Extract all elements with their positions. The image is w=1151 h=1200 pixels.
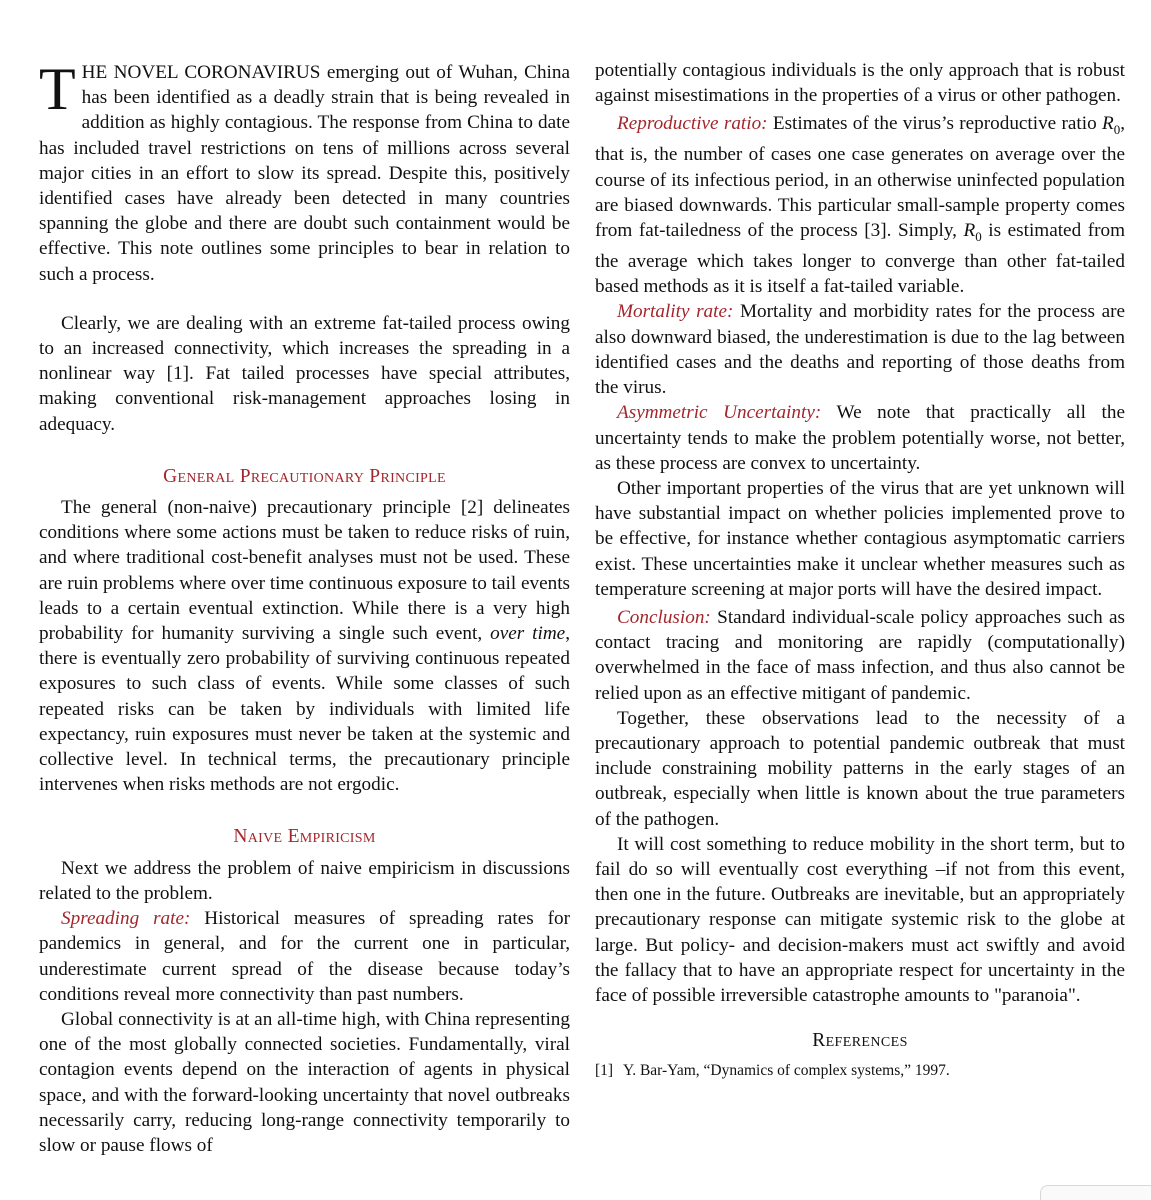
reproductive-ratio-text-b: , that is, the number of cases one case generates on average over the course of its infectious period, in an otherwise uninfected population are biased downwards. This particular small-sample property comes from fat-tailedness of the process [3]. Simply, — [595, 113, 1125, 242]
reference-item — [595, 1061, 1125, 1081]
spreading-rate-text: Historical measures of spreading rates for pandemics in general, and for the current one in particular, underestimate current spread of the disease because today’s conditions reveal more connectivity than past numbers. — [39, 908, 570, 1005]
asymmetric-uncertainty-label: Asymmetric Uncertainty: — [617, 402, 822, 424]
asymmetric-uncertainty-text: We note that practically all the uncertainty tends to make the problem potentially worse, not better, as these process are convex to uncertainty. — [595, 402, 1125, 474]
naive-intro-paragraph: Next we address the problem of naive empiricism in discussions related to the problem. — [39, 857, 570, 904]
reference-text: Y. Bar-Yam, “Dynamics of complex systems,” 1997. — [623, 1062, 950, 1080]
over-time-emphasis: over time — [490, 623, 566, 645]
section-heading-precautionary: General Precautionary Principle — [163, 465, 446, 487]
precautionary-paragraph — [39, 495, 570, 797]
mortality-rate-label: Mortality rate: — [617, 301, 734, 323]
global-connectivity-paragraph: Global connectivity is at an all-time high, with China representing one of the most globally connected societies. Fundamentally, viral contagion events depend on the interaction of agents in physical space, and with the forward-looking uncertainty that novel outbreaks necessarily carry, reducing long-range connectivity temporarily to slow or pause flows of — [39, 1008, 570, 1156]
intro-text: emerging out of Wuhan, China has been identified as a deadly strain that is being revealed in addition as highly contagious. The response from China to date has included travel restrictions on tens of millions across several major cities in an effort to slow its spread. Despite this, positively identified cases have already been detected in many countries spanning the globe and there are doubt such containment would be effective. This note outlines some principles to bear in relation to such a process. — [39, 62, 570, 285]
conclusion-paragraph — [595, 605, 1125, 706]
together-paragraph: Together, these observations lead to the necessity of a precautionary approach to potential pandemic outbreak that must include constraining mobility patterns in the early stages of an outbreak, especially when little is known about the true parameters of the pathogen. — [595, 707, 1125, 830]
reproductive-ratio-paragraph — [595, 111, 1125, 299]
continuation-paragraph: potentially contagious individuals is the only approach that is robust against misestimations in the properties of a virus or other pathogen. — [595, 60, 1125, 107]
r0-symbol-2: $R_0$ — [963, 220, 982, 244]
mortality-rate-text: Mortality and morbidity rates for the process are also downward biased, the underestimation is due to the lag between identified cases and the deaths and reporting of those deaths from the virus. — [595, 301, 1125, 399]
fat-tail-paragraph: Clearly, we are dealing with an extreme fat-tailed process owing to an increased connectivity, which increases the spreading in a nonlinear way [1]. Fat tailed processes have special attributes, making conventional risk-management approaches losing in adequacy. — [39, 312, 570, 435]
mortality-rate-paragraph — [595, 299, 1125, 400]
reproductive-ratio-text-a: Estimates of the virus’s reproductive ratio — [767, 113, 1102, 135]
reproductive-ratio-label: Reproductive ratio: — [617, 113, 768, 135]
drop-cap: T — [39, 56, 76, 122]
precautionary-text-a: The general (non-naive) precautionary principle [2] delineates conditions where some actions must be taken to reduce risks of ruin, and where traditional cost-benefit analyses must not be used. These are ruin problems where over time continuous exposure to tail events leads to a certain eventual extinction. While there is a very high probability for humanity surviving a single such event, — [39, 497, 570, 645]
intro-caps: HE NOVEL CORONAVIRUS — [81, 62, 321, 83]
left-column — [39, 58, 570, 1158]
reference-number: [1] — [595, 1062, 614, 1080]
other-properties-paragraph: Other important properties of the virus that are yet unknown will have substantial impact on whether policies implemented prove to be effective, for instance whether contagious asymptomatic carriers exist. These uncertainties make it unclear whether measures such as temperature screening at major ports will have the desired impact. — [595, 477, 1125, 600]
precautionary-text-b: , there is eventually zero probability of surviving continuous repeated exposures to such class of events. While some classes of such repeated risks can be taken by individuals with limited life expectancy, ruin exposures must never be taken at the systemic and collective level. In technical terms, the precautionary principle intervenes when risks methods are not ergodic. — [39, 623, 570, 796]
intro-paragraph — [39, 56, 570, 287]
section-heading-naive-empiricism: Naive Empiricism — [233, 826, 376, 848]
r0-symbol: $R_0$ — [1101, 113, 1121, 138]
conclusion-label: Conclusion: — [617, 606, 711, 628]
cost-paragraph: It will cost something to reduce mobility in the short term, but to fail do so will eventually cost everything –if not from this event, then one in the future. Outbreaks are inevitable, but an appropriately precautionary response can mitigate systemic risk to the globe at large. But policy- and decision-makers must act swiftly and avoid the fallacy that to have an appropriate respect for uncertainty in the face of possible irreversible catastrophe amounts to "paranoia". — [595, 833, 1125, 1006]
corner-overlay — [1040, 1185, 1151, 1200]
conclusion-text: Standard individual-scale policy approaches such as contact tracing and monitoring are rapidly (computationally) overwhelmed in the face of mass infection, and thus also cannot be relied upon as an effective mitigant of pandemic. — [595, 606, 1125, 704]
references-heading: References — [812, 1030, 908, 1052]
spreading-rate-label: Spreading rate: — [61, 908, 191, 930]
reproductive-ratio-text-c: is estimated from the average which takes longer to converge than other fat-tailed based methods as it is itself a fat-tailed variable. — [595, 220, 1125, 298]
asymmetric-uncertainty-paragraph — [595, 400, 1125, 476]
right-column — [595, 58, 1125, 1081]
spreading-rate-paragraph — [39, 906, 570, 1007]
